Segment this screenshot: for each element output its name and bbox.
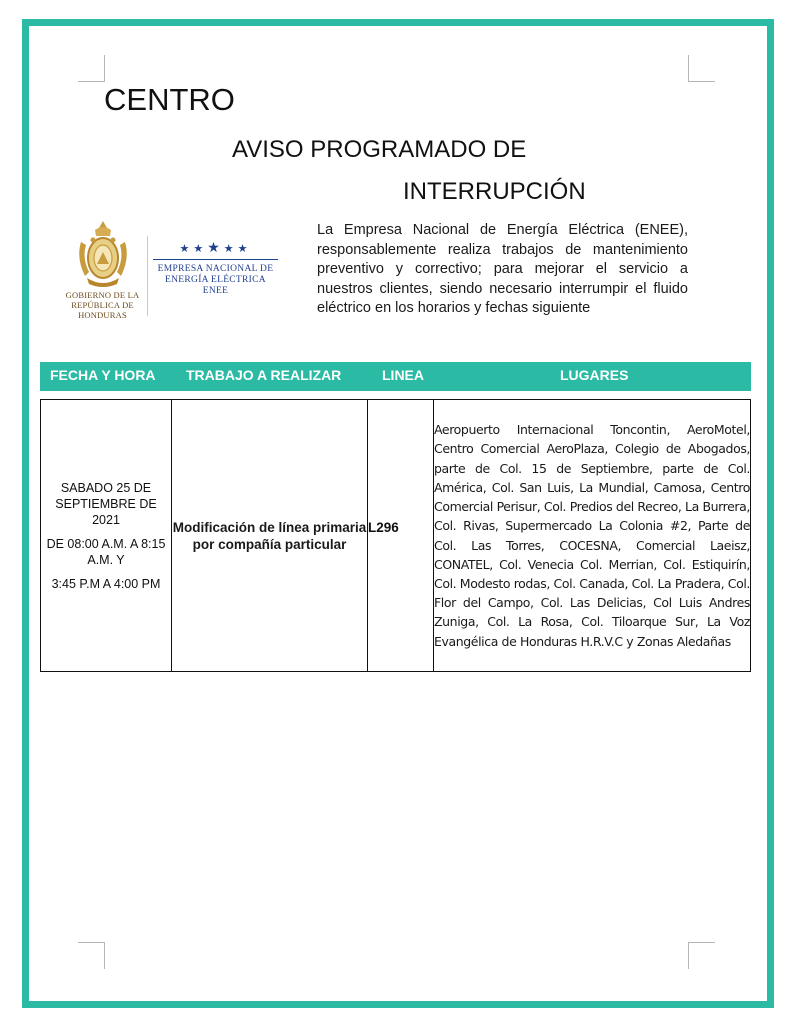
enee-logo-line2: ENERGÍA ELÉCTRICA xyxy=(165,275,266,285)
logo-divider xyxy=(147,236,148,316)
enee-logo-rule xyxy=(153,259,278,260)
enee-logo xyxy=(153,240,278,297)
hora-text-2: 3:45 P.M A 4:00 PM xyxy=(51,576,161,591)
crop-mark-top-right xyxy=(688,55,715,82)
cell-linea xyxy=(368,400,434,672)
notice-title-line1: AVISO PROGRAMADO DE xyxy=(232,136,527,163)
fecha-text: SABADO 25 DE SEPTIEMBRE DE 2021 xyxy=(55,480,157,527)
header-lugares: LUGARES xyxy=(560,367,629,383)
hora-text-1: DE 08:00 A.M. A 8:15 A.M. Y xyxy=(46,536,166,567)
gobierno-logo-line1: GOBIERNO DE LA xyxy=(65,290,140,300)
stars-icon: ★★★★★ xyxy=(179,239,252,255)
table-row xyxy=(41,400,751,672)
logos-block xyxy=(55,218,285,323)
header-linea: LINEA xyxy=(382,367,424,383)
table-header xyxy=(40,362,751,391)
cell-fecha-hora xyxy=(41,400,172,672)
cell-trabajo: Modificación de línea primaria por compañía particular xyxy=(172,400,368,672)
header-fecha-hora: FECHA Y HORA xyxy=(50,367,156,383)
gobierno-logo xyxy=(55,218,150,318)
gobierno-logo-line2: REPÚBLICA DE HONDURAS xyxy=(71,300,134,320)
coat-of-arms-icon xyxy=(73,218,133,290)
crop-mark-top-left xyxy=(78,55,105,82)
enee-logo-line3: ENEE xyxy=(202,286,229,296)
intro-paragraph: La Empresa Nacional de Energía Eléctrica (ENEE), responsablemente realiza trabajos de mantenimiento preventivo y correctivo; para mejorar el servicio a nuestros clientes, siendo necesario interrumpir el fluido eléctrico en los horarios y fechas siguiente xyxy=(317,222,688,316)
outage-table xyxy=(40,399,751,672)
crop-mark-bottom-left xyxy=(78,942,105,969)
header-trabajo: TRABAJO A REALIZAR xyxy=(186,367,342,383)
enee-logo-line1: EMPRESA NACIONAL DE xyxy=(157,264,274,274)
cell-lugares: Aeropuerto Internacional Toncontin, AeroMotel, Centro Comercial AeroPlaza, Colegio de Abogados, parte de Col. 15 de Septiembre, parte de Col. América, Col. San Luis, La Mundial, Camosa, Centro Comercial Perisur, Col. Predios del Recreo, La Burrera, Col. Rivas, Supermercado La Colonia #2, Parte de Col. Las Torres, COCESNA, Comercial Laeisz, CONATEL, Col. Venecia Col. Merrian, Col. Estiquirín, Col. Modesto rodas, Col. Canada, Col. La Pradera, Col. Flor del Campo, Col. Las Delicias, Col Luis Andres Zuniga, Col. La Rosa, Col. Tiloarque Sur, La Voz Evangélica de Honduras H.R.V.C y Zonas Aledañas xyxy=(434,400,751,672)
region-title: CENTRO xyxy=(104,82,235,117)
crop-mark-bottom-right xyxy=(688,942,715,969)
notice-title-line2: INTERRUPCIÓN xyxy=(403,178,586,205)
linea-text: L296 xyxy=(368,520,399,535)
